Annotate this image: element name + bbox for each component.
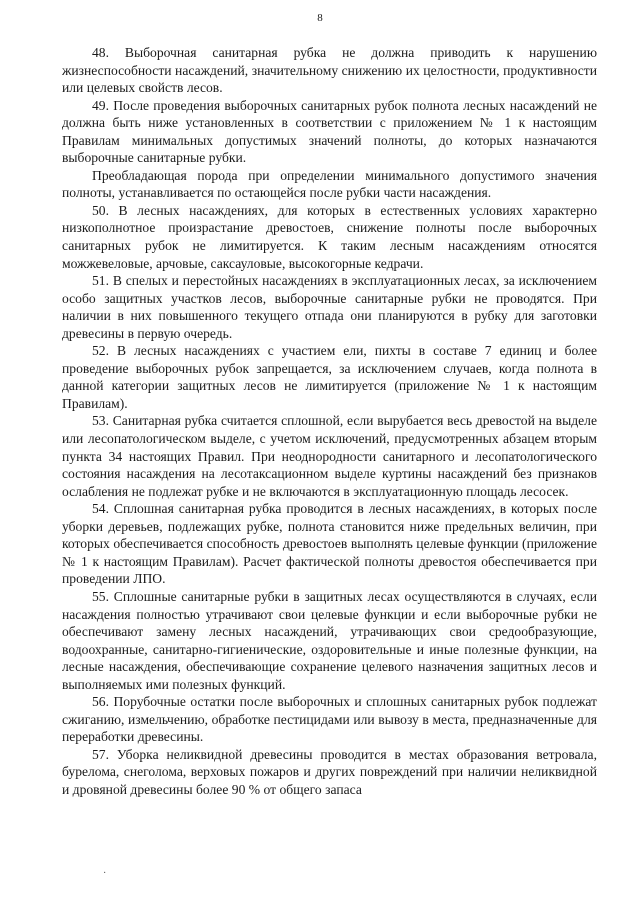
paragraph-52: 52. В лесных насаждениях с участием ели, пихты в составе 7 единиц и более проведение выборочных рубок запрещается, за исключением случаев, когда полнота в данной категории защитных лесов не лимитируется (приложение № 1 к настоящим Правилам). [62, 343, 597, 411]
paragraph-48: 48. Выборочная санитарная рубка не должна приводить к нарушению жизнеспособности насаждений, значительному снижению их целостности, продуктивности или целевых свойств лесов. [62, 45, 597, 96]
paragraph-55: 55. Сплошные санитарные рубки в защитных лесах осуществляются в случаях, если насаждения полностью утрачивают свои целевые функции и если выборочные рубки не обеспечивают замену лесных насаждений, утрачивающих свои средообразующие, водоохранные, санитарно-гигиенические, оздоровительные и иные полезные функции, на лесные насаждения, обеспечивающие сохранение целевого назначения защитных лесов и выполняемых ими полезных функций. [62, 588, 597, 692]
paragraph-56: 56. Порубочные остатки после выборочных и сплошных санитарных рубок подлежат сжиганию, измельчению, обработке пестицидами или вывозу в места, предназначенные для переработки древесины. [62, 694, 597, 745]
paragraph-53: 53. Санитарная рубка считается сплошной, если вырубается весь древостой на выделе или лесопатологическом выделе, с учетом исключений, предусмотренных абзацем вторым пункта 34 настоящих Правил. При неоднородности санитарного и лесопатологического состояния насаждения на лесотаксационном выделе куртины насаждений без признаков ослабления не подлежат рубке и не включаются в эксплуатационную площадь лесосек. [62, 413, 597, 499]
paragraph-54: 54. Сплошная санитарная рубка проводится в лесных насаждениях, в которых после уборки деревьев, подлежащих рубке, полнота становится ниже предельных величин, при которых обеспечивается способность древостоев выполнять целевые функции (приложение № 1 к настоящим Правилам). Расчет фактической полноты древостоя обеспечивается при проведении ЛПО. [62, 501, 597, 587]
paragraph-50: 50. В лесных насаждениях, для которых в естественных условиях характерно низкополнотное произрастание древостоев, снижение полноты после выборочных санитарных рубок не лимитируется. К таким лесным насаждениям относятся можжевеловые, арчовые, саксауловые, высокогорные кедрачи. [62, 202, 597, 271]
paragraph-49-continuation: Преобладающая порода при определении минимального допустимого значения полноты, устанавливается по остающейся после рубки части насаждения. [62, 167, 597, 201]
scan-speck: · [103, 868, 107, 879]
paragraph-57: 57. Уборка неликвидной древесины проводится в местах образования ветровала, бурелома, снеголома, верховых пожаров и других повреждений при наличии неликвидной и дровяной древесины более 90 % от общего запаса [62, 746, 597, 797]
page-number: 8 [317, 12, 323, 24]
document-body [62, 44, 597, 799]
paragraph-51: 51. В спелых и перестойных насаждениях в эксплуатационных лесах, за исключением особо защитных участков лесов, выборочные санитарные рубки не проводятся. При наличии в них повышенного текущего отпада они планируются в рубку для заготовки древесины в первую очередь. [62, 273, 597, 341]
paragraph-49: 49. После проведения выборочных санитарных рубок полнота лесных насаждений не должна быть ниже установленных в соответствии с приложением № 1 к настоящим Правилам минимальных допустимых значений полноты, до которых назначаются выборочные санитарные рубки. [62, 97, 597, 166]
